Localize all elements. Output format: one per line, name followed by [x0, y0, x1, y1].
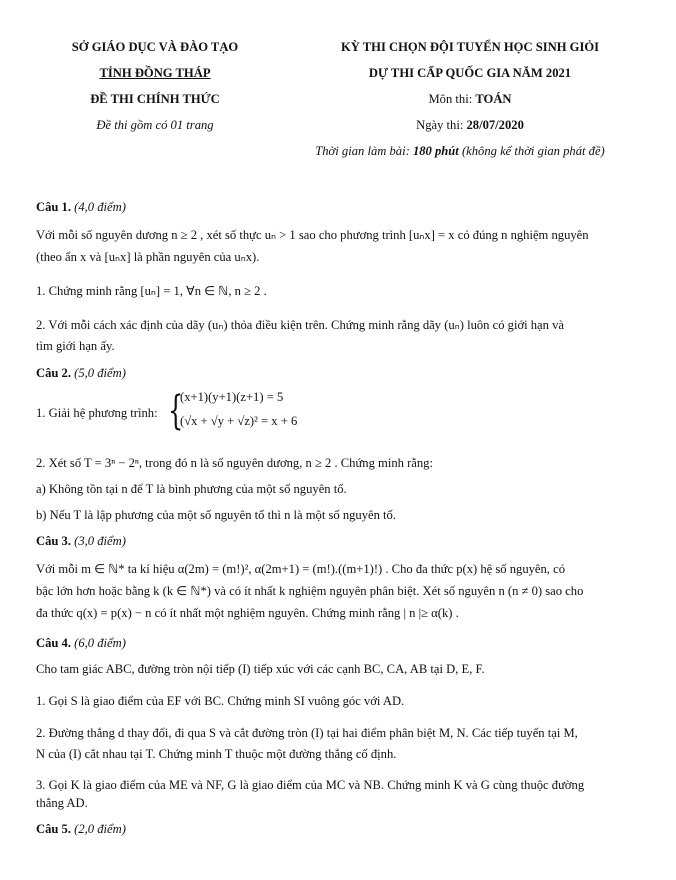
- date-label: Ngày thi:: [416, 118, 464, 132]
- q2-part2: 2. Xét số T = 3ⁿ − 2ⁿ, trong đó n là số nguyên dương, n ≥ 2 . Chứng minh rằng:: [36, 456, 433, 470]
- q1-part2-line1: 2. Với mỗi cách xác định của dãy (uₙ) thỏa điều kiện trên. Chứng minh rằng dãy (uₙ) luôn có giới hạn và: [36, 318, 564, 332]
- q5-points: (2,0 điểm): [74, 822, 126, 836]
- q4-title: Câu 4.: [36, 636, 71, 650]
- page-count-note: Đề thi gồm có 01 trang: [96, 118, 214, 132]
- q4-part3-line1: 3. Gọi K là giao điểm của ME và NF, G là giao điểm của MC và NB. Chứng minh K và G cùng thuộc đường: [36, 778, 585, 792]
- q4-part2-line1: 2. Đường thẳng d thay đổi, đi qua S và cắt đường tròn (I) tại hai điểm phân biệt M, N. Các tiếp tuyến tại M,: [36, 726, 578, 740]
- q3-heading: [36, 532, 636, 550]
- time-line: [290, 144, 630, 159]
- q5-title: Câu 5.: [36, 822, 71, 836]
- q4-part2-line2: N của (I) cắt nhau tại T. Chứng minh T thuộc một đường thẳng cố định.: [36, 747, 397, 761]
- exam-title: KỲ THI CHỌN ĐỘI TUYỂN HỌC SINH GIỎI: [340, 40, 600, 54]
- official-exam-label: ĐỀ THI CHÍNH THỨC: [90, 92, 220, 106]
- subject-line: [300, 92, 640, 107]
- q4-points: (6,0 điểm): [74, 636, 126, 650]
- q2-part1-label: 1. Giải hệ phương trình:: [36, 406, 158, 420]
- q3-line1: Với mỗi m ∈ ℕ* ta kí hiệu α(2m) = (m!)², α(2m+1) = (m!).((m+1)!) . Cho đa thức p(x) hệ số nguyên, có: [36, 562, 565, 576]
- q2-title: Câu 2.: [36, 366, 71, 380]
- time-value: 180 phút: [412, 144, 459, 158]
- q3-title: Câu 3.: [36, 534, 71, 548]
- department-name: SỞ GIÁO DỤC VÀ ĐÀO TẠO: [71, 40, 239, 54]
- q5-heading: [36, 820, 636, 838]
- q1-heading: [36, 198, 636, 216]
- q4-heading: [36, 634, 636, 652]
- province-name: [40, 66, 270, 81]
- q2-points: (5,0 điểm): [74, 366, 126, 380]
- subject-label: Môn thi:: [428, 92, 473, 106]
- system-equation-2: (√x + √y + √z)² = x + 6: [180, 414, 298, 428]
- exam-subtitle: DỰ THI CẤP QUỐC GIA NĂM 2021: [368, 66, 572, 80]
- q4-part1: 1. Gọi S là giao điểm của EF với BC. Chứng minh SI vuông góc với AD.: [36, 694, 405, 708]
- q2-part2a: a) Không tồn tại n để T là bình phương của một số nguyên tố.: [36, 482, 347, 496]
- time-label: Thời gian làm bài:: [315, 144, 410, 158]
- q3-line3: đa thức q(x) = p(x) − n có ít nhất một nghiệm nguyên. Chứng minh rằng | n |≥ α(k) .: [36, 606, 459, 620]
- province-name-text: TỈNH ĐỒNG THÁP: [99, 66, 211, 80]
- subject-value: TOÁN: [475, 92, 512, 106]
- q4-part3-line2: thẳng AD.: [36, 796, 88, 810]
- q3-points: (3,0 điểm): [74, 534, 126, 548]
- q2-heading: [36, 364, 636, 382]
- system-equation-1: (x+1)(y+1)(z+1) = 5: [180, 390, 284, 404]
- q4-intro: Cho tam giác ABC, đường tròn nội tiếp (I) tiếp xúc với các cạnh BC, CA, AB tại D, E, F.: [36, 662, 485, 676]
- q1-intro-line1: Với mỗi số nguyên dương n ≥ 2 , xét số thực uₙ > 1 sao cho phương trình [uₙx] = x có đúng n nghiệm nguyên: [36, 228, 589, 242]
- q1-points: (4,0 điểm): [74, 200, 126, 214]
- q3-line2: bậc lớn hơn hoặc bằng k (k ∈ ℕ*) và có ít nhất k nghiệm nguyên phân biệt. Xét số nguyên n (n ≠ 0) sao cho: [36, 584, 584, 598]
- date-value: 28/07/2020: [466, 118, 524, 132]
- q1-intro-line2: (theo ẩn x và [uₙx] là phần nguyên của uₙx).: [36, 250, 260, 264]
- q2-part2b: b) Nếu T là lập phương của một số nguyên tố thì n là một số nguyên tố.: [36, 508, 397, 522]
- q1-part2-line2: tìm giới hạn ấy.: [36, 339, 115, 353]
- time-note: (không kể thời gian phát đề): [461, 144, 605, 158]
- equation-system: [168, 386, 348, 438]
- date-line: [300, 118, 640, 133]
- system-brace: {: [168, 388, 184, 434]
- q1-part1: 1. Chứng minh rằng [uₙ] = 1, ∀n ∈ ℕ, n ≥ 2 .: [36, 284, 267, 298]
- q1-title: Câu 1.: [36, 200, 71, 214]
